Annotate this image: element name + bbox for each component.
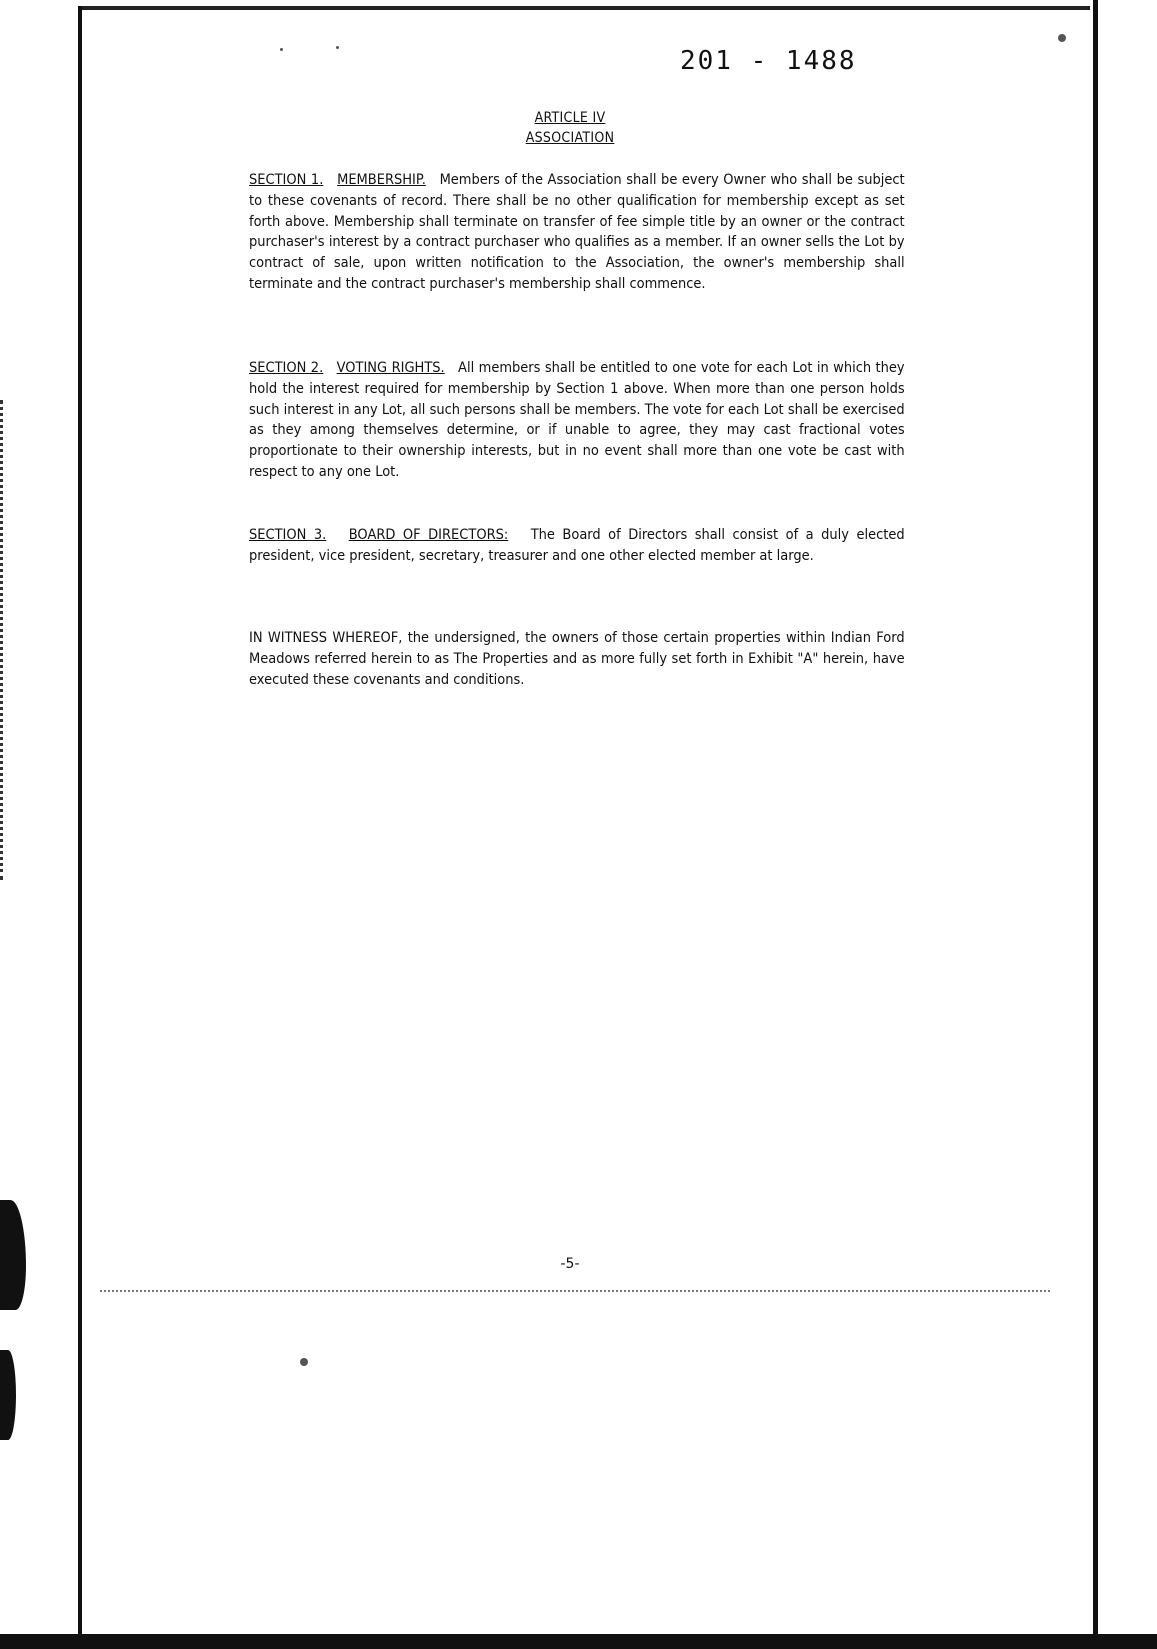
section-text: All members shall be entitled to one vote for each Lot in which they hold the interest required for membership by Section 1 above. When more than one person holds such interest in any Lot, all such persons shall be members. The vote for each Lot shall be exercised as they among themselves determine, or if unable to agree, they may cast fractional votes proportionate to their ownership interests, but in no event shall more than one vote be cast with respect to any one Lot.	[249, 360, 905, 480]
article-subheading: ASSOCIATION	[525, 130, 615, 146]
scan-speck	[300, 1358, 308, 1366]
witness-paragraph: IN WITNESS WHEREOF, the undersigned, the owners of those certain properties within Indian Ford Meadows referred herein to as The Properties and as more fully set forth in Exhibit "A" herein, have executed these covenants and conditions.	[249, 630, 905, 688]
document-number: 201 - 1488	[680, 46, 857, 76]
section-board-of-directors	[249, 525, 905, 567]
scan-noise	[0, 400, 7, 880]
section-title: VOTING RIGHTS.	[336, 360, 445, 376]
section-label: SECTION 3.	[249, 527, 327, 543]
section-label: SECTION 2.	[249, 360, 324, 376]
page-number: -5-	[560, 1256, 580, 1272]
section-text: The Board of Directors shall consist of a duly elected president, vice president, secretary, treasurer and one other elected member at large.	[249, 527, 905, 564]
scan-edge-right	[1093, 0, 1098, 1649]
scan-blot	[0, 1350, 16, 1440]
section-membership	[249, 170, 905, 295]
scan-speck	[280, 48, 283, 51]
scan-edge-bottom	[0, 1634, 1157, 1649]
section-title: BOARD OF DIRECTORS:	[348, 527, 509, 543]
scan-edge-left	[78, 6, 82, 1649]
scan-speck	[1058, 34, 1066, 42]
article-heading: ARTICLE IV	[534, 110, 606, 126]
section-title: MEMBERSHIP.	[337, 172, 426, 188]
section-label: SECTION 1.	[249, 172, 324, 188]
scan-noise-line	[100, 1290, 1050, 1292]
section-voting-rights	[249, 358, 905, 483]
scan-speck	[336, 46, 339, 49]
scan-blot	[0, 1200, 26, 1310]
scan-edge-top	[80, 6, 1090, 10]
section-text: Members of the Association shall be every Owner who shall be subject to these covenants of record. There shall be no other qualification for membership except as set forth above. Membership shall terminate on transfer of fee simple title by an owner or the contract purchaser's interest by a contract purchaser who qualifies as a member. If an owner sells the Lot by contract of sale, upon written notification to the Association, the owner's membership shall terminate and the contract purchaser's membership shall commence.	[249, 172, 905, 292]
